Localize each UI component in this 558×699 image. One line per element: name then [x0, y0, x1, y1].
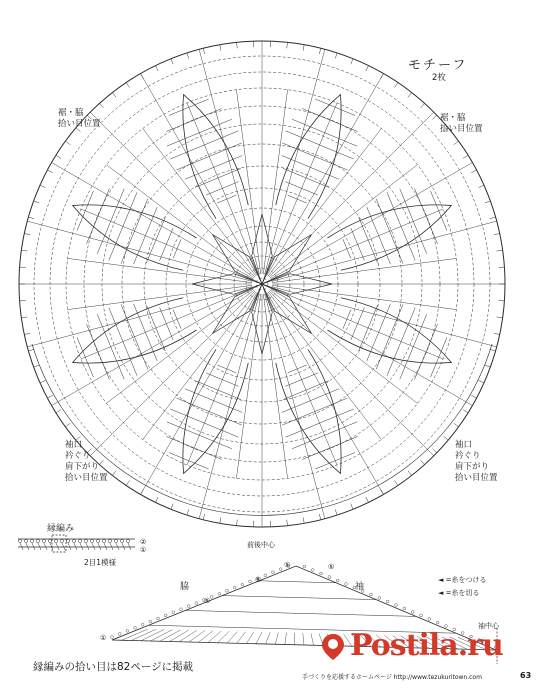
edge-stitch: [28, 349, 34, 351]
stitch-row: [217, 195, 236, 203]
label-line: 衿ぐり: [455, 451, 481, 461]
edge-stitch: [490, 217, 496, 219]
edge-stitch: [303, 45, 304, 51]
edge-stitch: [203, 514, 204, 520]
stitch: [98, 543, 101, 550]
stitch: [62, 543, 65, 550]
stitch-row: [167, 119, 232, 146]
stitch-row: [166, 109, 221, 132]
stitch-row: [292, 119, 357, 146]
picot: [66, 539, 69, 542]
shoulder-row-marker: ①: [100, 634, 107, 642]
stitch-row: [146, 305, 165, 351]
chain-spoke: [107, 165, 255, 278]
edge-stitch: [319, 48, 320, 54]
shoulder-left-label: 脇: [180, 582, 190, 592]
shoulder-row-marker: ⑤: [255, 576, 262, 584]
picot: [84, 539, 87, 542]
picot: [210, 596, 213, 599]
picot: [249, 580, 252, 583]
picot: [108, 539, 111, 542]
stitch: [68, 543, 71, 550]
stitch-row: [173, 239, 181, 258]
edge-stitch: [112, 471, 116, 476]
pickup-note: 縁編みの拾い目は82ページに掲載: [33, 661, 194, 673]
edge-stitch: [21, 250, 27, 251]
stitch-row: [292, 422, 357, 449]
stitch: [198, 631, 213, 642]
motif-title: モチーフ: [408, 58, 468, 73]
stitch: [38, 543, 41, 550]
picot: [395, 604, 398, 607]
picot: [233, 586, 236, 589]
label-line: 裾・脇: [440, 113, 466, 123]
label-line: 拾い目位置: [440, 124, 483, 134]
stitch-row: [134, 304, 158, 361]
edge-stitch: [141, 489, 144, 494]
stitch: [92, 543, 95, 550]
stitch-row: [288, 365, 307, 373]
chain-spoke: [268, 129, 381, 277]
stitch-row: [285, 182, 317, 195]
stitch-row: [167, 422, 232, 449]
stitch: [218, 631, 230, 643]
stitch-row: [359, 217, 378, 263]
motif-count: 2枚: [432, 73, 446, 83]
stitch-row: [97, 189, 124, 254]
label-line: 拾い目位置: [65, 473, 108, 483]
stitch-row: [283, 381, 329, 400]
chain-spoke: [199, 294, 259, 519]
edge-stitch: [155, 497, 158, 502]
stitch-row: [195, 381, 241, 400]
stitch-row: [173, 310, 181, 329]
shoulder-row: [186, 610, 416, 616]
legend-text: =糸をつける: [445, 576, 487, 584]
shoulder-row-marker: ⑤: [204, 597, 211, 605]
pin-icon: [320, 632, 346, 662]
stitch-row: [351, 307, 364, 339]
stitch: [189, 631, 205, 642]
stitch-row: [387, 192, 415, 260]
picot: [157, 617, 160, 620]
page-number: 63: [520, 671, 532, 680]
stitch-row: [414, 188, 437, 243]
chain-spoke: [90, 112, 255, 277]
chain-spoke: [143, 129, 256, 277]
chain-spoke: [270, 165, 418, 278]
label-upper-left: [58, 108, 101, 130]
edge-stitch: [28, 217, 34, 219]
edge-stitch: [421, 103, 425, 107]
stitch-row: [302, 109, 357, 132]
picot: [24, 539, 27, 542]
stitch-row: [400, 189, 427, 254]
picot: [90, 539, 93, 542]
edge-stitch: [381, 489, 384, 494]
picot: [320, 572, 323, 575]
picot: [141, 623, 144, 626]
chain-spoke: [27, 287, 252, 347]
stitch-row: [351, 228, 364, 260]
label-line: 衿ぐり: [65, 451, 91, 461]
edge-stitch: [366, 66, 369, 71]
stitch: [141, 630, 164, 641]
picot: [195, 602, 198, 605]
stitch-row: [367, 207, 391, 264]
edge-stitch: [56, 155, 61, 158]
edge-stitch: [303, 517, 304, 523]
stitch-row: [302, 436, 357, 459]
edge-stitch: [454, 141, 459, 145]
chain-spoke: [268, 292, 381, 440]
stitch-row: [288, 195, 307, 203]
stitch-row: [87, 324, 110, 379]
stitch-row: [109, 192, 137, 260]
chain-spoke: [272, 221, 497, 281]
stitch: [275, 633, 278, 645]
edge-stitch: [24, 333, 30, 334]
picot: [264, 574, 267, 577]
stitch-row: [195, 168, 241, 187]
edge-stitch: [408, 93, 412, 98]
shoulder-right-label: 袖: [355, 582, 365, 592]
pineapple-leaf: [327, 298, 451, 363]
picot: [279, 568, 282, 571]
edge-stitch: [171, 504, 173, 510]
edge-stitch: [351, 504, 353, 510]
stitch-row: [367, 304, 391, 361]
edge-stitch: [494, 233, 500, 234]
edge-stitch: [187, 53, 189, 59]
label-line: 拾い目位置: [58, 119, 101, 129]
stitch-row: [170, 409, 238, 437]
edging-chart: [18, 535, 135, 552]
stitch: [246, 632, 253, 644]
stitch-row: [134, 207, 158, 264]
edge-stitch: [479, 380, 484, 382]
edge-stitch: [34, 201, 40, 203]
edge-stitch: [485, 365, 491, 367]
stitch-row: [400, 314, 427, 379]
edge-stitch: [287, 520, 288, 526]
picot: [149, 620, 152, 623]
pineapple-leaf: [183, 95, 248, 219]
picot: [36, 539, 39, 542]
stitch-row: [160, 307, 173, 339]
legend-text: =糸を切る: [445, 589, 480, 597]
picot: [42, 539, 45, 542]
stitch: [208, 631, 221, 642]
chain-spoke: [90, 291, 255, 456]
chain-spoke: [269, 291, 434, 456]
edge-stitch: [203, 48, 204, 54]
edge-stitch: [40, 380, 45, 382]
stitch-row: [414, 324, 437, 379]
picot: [54, 539, 57, 542]
picot: [411, 611, 414, 614]
picot: [172, 611, 175, 614]
stitch-row: [185, 156, 242, 180]
stitch-row: [343, 239, 351, 258]
picot: [180, 608, 183, 611]
stitch: [303, 633, 304, 645]
stitch-row: [282, 156, 339, 180]
edge-stitch: [497, 250, 503, 251]
edge-stitch: [366, 497, 369, 502]
picot: [311, 569, 314, 572]
picot: [345, 583, 348, 586]
label-upper-right: [440, 113, 483, 135]
edge-stitch: [34, 365, 40, 367]
edge-stitch: [408, 471, 412, 476]
edge-stitch: [463, 155, 468, 158]
shoulder-row: [222, 596, 376, 600]
stitch: [266, 632, 271, 644]
edge-stitch: [351, 59, 353, 65]
edge-stitch: [479, 185, 484, 187]
edge-stitch: [155, 66, 158, 71]
stitch: [237, 632, 246, 644]
chain-spoke: [266, 103, 337, 275]
edge-stitch: [335, 53, 337, 59]
stitch: [74, 543, 77, 550]
stitch: [20, 543, 23, 550]
stitch: [179, 630, 197, 641]
stitch-row: [283, 168, 329, 187]
pineapple-leaf: [327, 205, 451, 270]
footer-url: 手づくりを応援するホームページ http://www.tezukuritown.com: [302, 674, 482, 681]
chain-spoke: [199, 49, 259, 274]
edge-stitch: [126, 83, 129, 88]
edge-stitch: [47, 395, 52, 398]
picot: [386, 600, 389, 603]
stitch: [311, 633, 314, 645]
picot: [378, 597, 381, 600]
stitch: [26, 543, 29, 550]
edging-row-marker: ②: [140, 538, 147, 546]
stitch: [110, 543, 113, 550]
edge-stitch: [319, 514, 320, 520]
shoulder-row-marker: ⑤: [284, 561, 291, 569]
chain-spoke: [265, 294, 325, 519]
edge-stitch: [220, 517, 221, 523]
stitch: [256, 632, 262, 644]
picot: [120, 539, 123, 542]
stitch: [150, 630, 172, 641]
chain-spoke: [143, 292, 256, 440]
pineapple-leaf: [183, 349, 248, 473]
stitch: [32, 543, 35, 550]
triangle-icon: ◄: [438, 589, 444, 597]
edge-stitch: [421, 460, 425, 464]
stitch-row: [185, 389, 242, 413]
picot: [436, 621, 439, 624]
watermark-logo: Postila.ru: [350, 628, 503, 663]
edge-stitch: [432, 115, 436, 119]
edge-stitch: [187, 509, 189, 515]
edge-stitch: [65, 141, 70, 145]
label-line: 袖口: [65, 440, 83, 450]
stitch-row: [217, 365, 236, 373]
picot: [370, 593, 373, 596]
edge-stitch: [432, 449, 436, 453]
picot: [134, 626, 137, 629]
stitch: [285, 633, 287, 645]
stitch: [50, 543, 53, 550]
edging-row-marker: ①: [140, 546, 147, 554]
picot: [48, 539, 51, 542]
edge-stitch: [40, 185, 45, 187]
edge-stitch: [381, 74, 384, 79]
edge-stitch: [494, 333, 500, 334]
edge-stitch: [395, 83, 398, 88]
edging-title: 縁編み: [47, 524, 75, 534]
stitch-row: [170, 131, 238, 159]
picot: [328, 576, 331, 579]
label-line: 肩下がり: [65, 462, 100, 472]
label-back-center: 前後中心: [247, 541, 275, 549]
stitch: [80, 543, 83, 550]
stitch-row: [285, 373, 317, 386]
chain-spoke: [107, 290, 255, 403]
stitch: [116, 543, 119, 550]
stitch-row: [87, 188, 110, 243]
picot: [102, 539, 105, 542]
edge-stitch: [24, 233, 30, 234]
label-lower-left: [65, 440, 108, 484]
edge-stitch: [171, 59, 173, 65]
picot: [420, 614, 423, 617]
edge-stitch: [490, 349, 496, 351]
chain-spoke: [271, 288, 443, 359]
stitch: [227, 631, 237, 643]
chain-spoke: [27, 221, 252, 281]
stitch: [160, 630, 180, 641]
picot: [78, 539, 81, 542]
stitch-row: [206, 373, 238, 386]
edge-stitch: [21, 317, 27, 318]
edge-stitch: [126, 480, 129, 485]
picot: [218, 592, 221, 595]
edge-stitch: [237, 42, 238, 48]
stitch-row: [282, 389, 339, 413]
label-line: 拾い目位置: [455, 473, 498, 483]
edge-stitch: [485, 201, 491, 203]
picot: [445, 625, 448, 628]
picot: [114, 539, 117, 542]
edge-stitch: [335, 509, 337, 515]
label-lower-right: [455, 440, 498, 484]
edge-stitch: [497, 317, 503, 318]
stitch: [170, 630, 189, 641]
stitch-row: [286, 409, 354, 437]
picot: [303, 565, 306, 568]
stitch: [122, 543, 125, 550]
picot: [126, 629, 129, 632]
label-line: 袖口: [455, 440, 473, 450]
edge-stitch: [471, 170, 476, 173]
chain-spoke: [269, 112, 434, 277]
legend-item: [438, 588, 480, 599]
edge-stitch: [287, 42, 288, 48]
picot: [18, 539, 21, 542]
picot: [428, 618, 431, 621]
edge-stitch: [47, 170, 52, 173]
edge-stitch: [395, 480, 398, 485]
picot: [126, 539, 129, 542]
edge-stitch: [237, 520, 238, 526]
picot: [164, 614, 167, 617]
stitch-row: [160, 228, 173, 260]
picot: [72, 539, 75, 542]
shoulder-row-marker: ⑤: [328, 563, 335, 571]
edging-repeat: 2目1模様: [84, 558, 117, 567]
stitch-row: [97, 314, 124, 379]
edge-stitch: [112, 93, 116, 98]
picot: [403, 607, 406, 610]
edge-stitch: [463, 410, 468, 413]
picot: [241, 583, 244, 586]
pineapple-leaf: [73, 205, 197, 270]
stitch: [128, 543, 131, 550]
picot: [272, 571, 275, 574]
picot: [60, 539, 63, 542]
label-line: 裾・脇: [58, 108, 84, 118]
stitch-row: [359, 305, 378, 351]
stitch-row: [206, 182, 238, 195]
stitch-row: [286, 131, 354, 159]
picot: [226, 589, 229, 592]
chain-spoke: [272, 287, 497, 347]
stitch-row: [146, 217, 165, 263]
edge-stitch: [471, 395, 476, 398]
picot: [111, 636, 114, 639]
picot: [118, 633, 121, 636]
edge-stitch: [220, 45, 221, 51]
stitch-row: [109, 308, 137, 376]
legend-item: [438, 575, 487, 586]
picot: [187, 605, 190, 608]
edge-stitch: [65, 423, 70, 427]
stitch: [104, 543, 107, 550]
label-line: 肩下がり: [455, 462, 490, 472]
picot: [336, 579, 339, 582]
chain-spoke: [187, 103, 258, 275]
stitch-row: [387, 308, 415, 376]
stitch-row: [166, 436, 221, 459]
edge-stitch: [141, 74, 144, 79]
stitch: [44, 543, 47, 550]
picot: [30, 539, 33, 542]
stitch: [56, 543, 59, 550]
triangle-icon: ◄: [438, 576, 444, 584]
picot: [96, 539, 99, 542]
stitch-row: [343, 310, 351, 329]
shoulder-row: [259, 581, 336, 583]
chain-spoke: [265, 49, 325, 274]
edge-stitch: [444, 436, 449, 440]
edge-stitch: [454, 423, 459, 427]
chain-spoke: [270, 290, 418, 403]
shoulder-center-label: 袖中心: [478, 622, 499, 630]
stitch: [86, 543, 89, 550]
edge-stitch: [56, 410, 61, 413]
